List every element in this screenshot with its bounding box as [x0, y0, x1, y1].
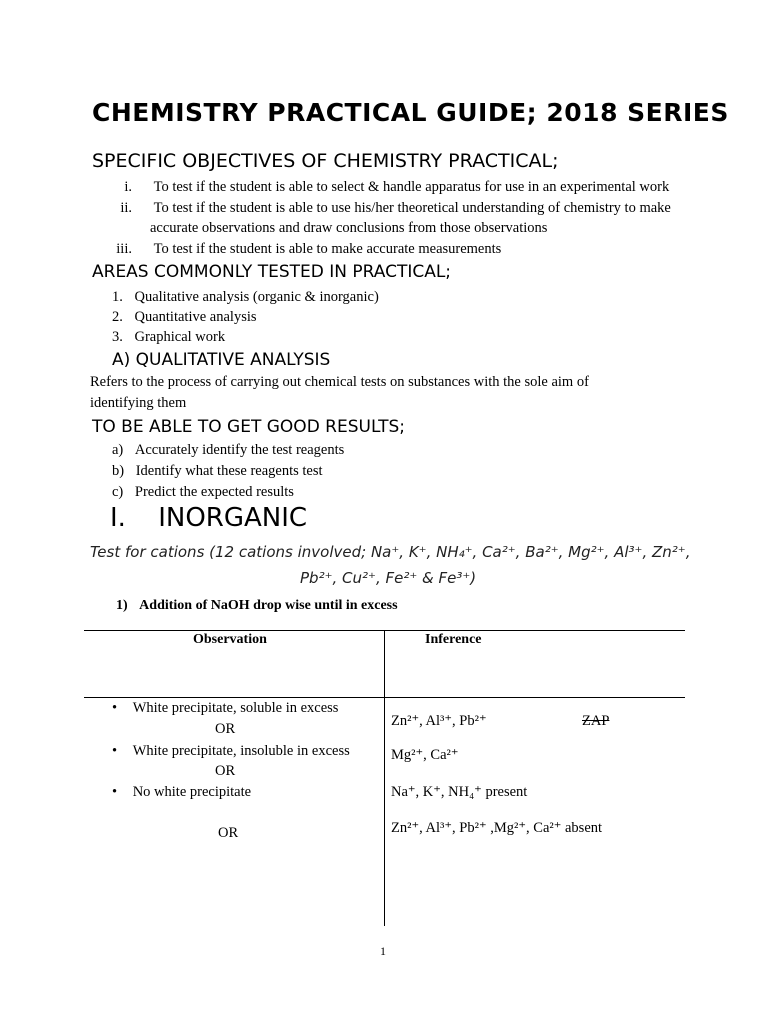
objective-item: iii. To test if the student is able to make accurate measurements — [116, 241, 502, 257]
bullet-icon: • — [112, 700, 118, 716]
good-results-item: c) Predict the expected results — [112, 484, 294, 500]
good-results-heading: TO BE ABLE TO GET GOOD RESULTS; — [92, 417, 406, 437]
good-results-item: b) Identify what these reagents test — [112, 463, 323, 479]
strikethrough-note: ZAP — [582, 713, 610, 729]
good-results-item: a) Accurately identify the test reagents — [112, 442, 345, 458]
observation-or: OR — [215, 721, 236, 737]
observation-or: OR — [218, 825, 239, 841]
inference-item: Na⁺, K⁺, NH₄⁺ present — [391, 784, 528, 800]
cations-line: Test for cations (12 cations involved; Na⁺, K⁺, NH₄⁺, Ca²⁺, Ba²⁺, Mg²⁺, Al³⁺, Zn²⁺, — [90, 543, 691, 561]
test-heading: 1) Addition of NaOH drop wise until in excess — [116, 598, 398, 613]
inference-item: Zn²⁺, Al³⁺, Pb²⁺ ,Mg²⁺, Ca²⁺ absent — [391, 820, 603, 836]
observation-item: • White precipitate, insoluble in excess — [112, 743, 350, 759]
page-title: CHEMISTRY PRACTICAL GUIDE; 2018 SERIES — [92, 98, 729, 127]
areas-heading: AREAS COMMONLY TESTED IN PRACTICAL; — [92, 262, 452, 282]
area-item: 1. Qualitative analysis (organic & inorganic) — [112, 289, 379, 305]
observation-item: • No white precipitate — [112, 784, 252, 800]
objective-item: i. To test if the student is able to select & handle apparatus for use in an experimental work — [124, 179, 670, 195]
area-item: 2. Quantitative analysis — [112, 309, 257, 325]
inorganic-heading: I. INORGANIC — [110, 503, 308, 533]
qualitative-description: identifying them — [90, 395, 187, 411]
objective-item-continuation: accurate observations and draw conclusions from those observations — [150, 220, 548, 236]
observation-or: OR — [215, 763, 236, 779]
qualitative-description: Refers to the process of carrying out chemical tests on substances with the sole aim of — [90, 374, 589, 390]
objectives-heading: SPECIFIC OBJECTIVES OF CHEMISTRY PRACTICAL; — [92, 150, 559, 172]
table-column-divider — [384, 630, 385, 926]
observation-header: Observation — [193, 632, 267, 647]
cations-line: Pb²⁺, Cu²⁺, Fe²⁺ & Fe³⁺) — [300, 569, 477, 587]
bullet-icon: • — [112, 743, 118, 759]
objective-item: ii. To test if the student is able to use his/her theoretical understanding of chemistry to make — [120, 200, 671, 216]
inference-item: Zn²⁺, Al³⁺, Pb²⁺ — [391, 713, 487, 729]
observation-item: • White precipitate, soluble in excess — [112, 700, 339, 716]
qualitative-heading: A) QUALITATIVE ANALYSIS — [112, 350, 331, 370]
inference-header: Inference — [425, 632, 482, 647]
page-number: 1 — [380, 944, 386, 958]
inference-item: Mg²⁺, Ca²⁺ — [391, 747, 459, 763]
area-item: 3. Graphical work — [112, 329, 226, 345]
bullet-icon: • — [112, 784, 118, 800]
